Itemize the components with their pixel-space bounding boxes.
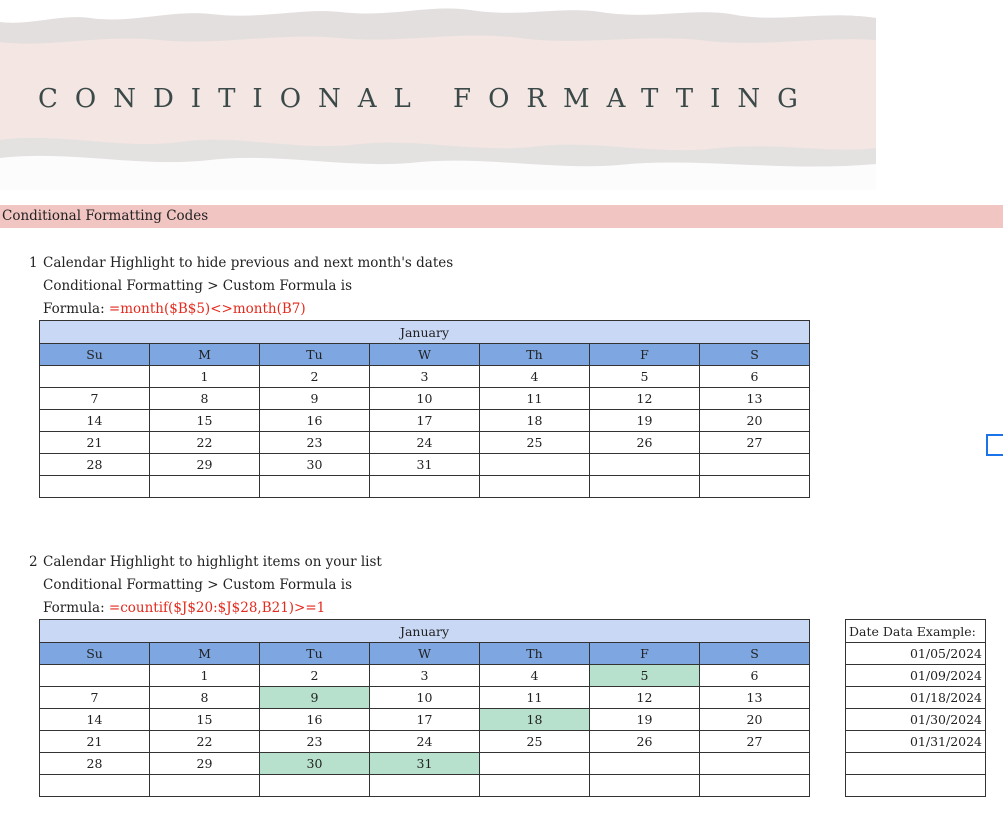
banner-title: CONDITIONAL FORMATTING xyxy=(38,84,815,114)
day-cell[interactable]: 1 xyxy=(150,366,260,388)
day-cell[interactable] xyxy=(700,753,810,775)
day-cell[interactable]: 9 xyxy=(260,687,370,709)
weekday-cell[interactable]: S xyxy=(700,344,810,366)
weekday-header-row xyxy=(40,344,810,366)
day-cell[interactable] xyxy=(480,454,590,476)
day-cell[interactable]: 1 xyxy=(150,665,260,687)
weekday-cell[interactable]: Th xyxy=(480,643,590,665)
day-cell[interactable]: 30 xyxy=(260,753,370,775)
day-cell[interactable]: 26 xyxy=(590,731,700,753)
day-cell[interactable]: 15 xyxy=(150,709,260,731)
day-cell[interactable]: 27 xyxy=(700,432,810,454)
example1-number[interactable]: 1 xyxy=(29,255,38,271)
weekday-cell[interactable]: W xyxy=(370,344,480,366)
date-data-row xyxy=(846,709,986,731)
date-data-header[interactable]: Date Data Example: xyxy=(846,620,986,643)
example2-formula-row[interactable] xyxy=(43,600,325,616)
day-cell[interactable]: 30 xyxy=(260,454,370,476)
day-cell[interactable]: 29 xyxy=(150,753,260,775)
day-cell[interactable]: 5 xyxy=(590,665,700,687)
day-cell[interactable] xyxy=(260,476,370,498)
day-cell[interactable]: 2 xyxy=(260,366,370,388)
day-cell[interactable]: 4 xyxy=(480,665,590,687)
date-cell[interactable]: 01/31/2024 xyxy=(846,731,986,753)
date-data-row xyxy=(846,753,986,775)
day-cell[interactable]: 7 xyxy=(40,687,150,709)
date-cell[interactable] xyxy=(846,775,986,797)
day-cell[interactable]: 28 xyxy=(40,454,150,476)
calendar-week-row xyxy=(40,665,810,687)
day-cell[interactable]: 22 xyxy=(150,731,260,753)
weekday-cell[interactable]: W xyxy=(370,643,480,665)
header-banner xyxy=(0,0,876,190)
day-cell[interactable]: 16 xyxy=(260,410,370,432)
date-data-row xyxy=(846,687,986,709)
day-cell[interactable]: 9 xyxy=(260,388,370,410)
example2-title[interactable]: Calendar Highlight to highlight items on your list xyxy=(43,554,382,570)
calendar-week-row xyxy=(40,476,810,498)
day-cell[interactable]: 3 xyxy=(370,366,480,388)
calendar-table-2[interactable] xyxy=(39,619,810,797)
weekday-cell[interactable]: M xyxy=(150,344,260,366)
date-cell[interactable]: 01/18/2024 xyxy=(846,687,986,709)
day-cell[interactable] xyxy=(150,775,260,797)
day-cell[interactable]: 11 xyxy=(480,687,590,709)
day-cell[interactable]: 2 xyxy=(260,665,370,687)
day-cell[interactable] xyxy=(590,775,700,797)
day-cell[interactable] xyxy=(480,753,590,775)
day-cell[interactable]: 12 xyxy=(590,687,700,709)
day-cell[interactable]: 25 xyxy=(480,432,590,454)
date-data-row xyxy=(846,775,986,797)
date-data-row xyxy=(846,643,986,665)
day-cell[interactable]: 4 xyxy=(480,366,590,388)
day-cell[interactable]: 21 xyxy=(40,432,150,454)
day-cell[interactable] xyxy=(40,476,150,498)
day-cell[interactable] xyxy=(370,775,480,797)
example2-subtitle[interactable]: Conditional Formatting > Custom Formula is xyxy=(43,577,352,593)
day-cell[interactable] xyxy=(40,775,150,797)
calendar-week-row xyxy=(40,388,810,410)
calendar-week-row xyxy=(40,366,810,388)
day-cell[interactable]: 8 xyxy=(150,388,260,410)
day-cell[interactable]: 24 xyxy=(370,432,480,454)
weekday-cell[interactable]: F xyxy=(590,344,700,366)
day-cell[interactable]: 11 xyxy=(480,388,590,410)
day-cell[interactable]: 8 xyxy=(150,687,260,709)
day-cell[interactable]: 6 xyxy=(700,366,810,388)
day-cell[interactable]: 18 xyxy=(480,709,590,731)
day-cell[interactable]: 6 xyxy=(700,665,810,687)
day-cell[interactable] xyxy=(700,476,810,498)
calendar-week-row xyxy=(40,687,810,709)
date-data-rows xyxy=(846,643,986,797)
day-cell[interactable]: 13 xyxy=(700,388,810,410)
day-cell[interactable] xyxy=(590,753,700,775)
weekday-cell[interactable]: Su xyxy=(40,344,150,366)
formula-label: Formula: xyxy=(43,600,105,616)
calendar-week-row xyxy=(40,731,810,753)
day-cell[interactable] xyxy=(480,476,590,498)
day-cell[interactable]: 19 xyxy=(590,709,700,731)
calendar-2-weeks xyxy=(40,665,810,797)
weekday-cell[interactable]: Th xyxy=(480,344,590,366)
day-cell[interactable]: 27 xyxy=(700,731,810,753)
month-cell[interactable]: January xyxy=(40,620,810,643)
weekday-header-row xyxy=(40,643,810,665)
date-data-row xyxy=(846,665,986,687)
day-cell[interactable] xyxy=(700,775,810,797)
day-cell[interactable] xyxy=(40,665,150,687)
calendar-1-weeks xyxy=(40,366,810,498)
weekday-cell[interactable]: F xyxy=(590,643,700,665)
day-cell[interactable]: 19 xyxy=(590,410,700,432)
month-cell[interactable]: January xyxy=(40,321,810,344)
day-cell[interactable]: 17 xyxy=(370,709,480,731)
example2-number[interactable]: 2 xyxy=(29,554,38,570)
day-cell[interactable]: 24 xyxy=(370,731,480,753)
day-cell[interactable]: 23 xyxy=(260,731,370,753)
example1-subtitle[interactable]: Conditional Formatting > Custom Formula is xyxy=(43,278,352,294)
example1-title[interactable]: Calendar Highlight to hide previous and next month's dates xyxy=(43,255,454,271)
date-data-table[interactable] xyxy=(845,619,986,797)
day-cell[interactable]: 14 xyxy=(40,410,150,432)
date-cell[interactable]: 01/30/2024 xyxy=(846,709,986,731)
day-cell[interactable]: 22 xyxy=(150,432,260,454)
day-cell[interactable]: 23 xyxy=(260,432,370,454)
day-cell[interactable] xyxy=(150,476,260,498)
section-title-bar[interactable]: Conditional Formatting Codes xyxy=(0,205,1003,228)
formula-text: =month($B$5)<>month(B7) xyxy=(108,301,306,317)
day-cell[interactable]: 29 xyxy=(150,454,260,476)
day-cell[interactable]: 25 xyxy=(480,731,590,753)
day-cell[interactable]: 20 xyxy=(700,709,810,731)
calendar-week-row xyxy=(40,709,810,731)
day-cell[interactable]: 16 xyxy=(260,709,370,731)
day-cell[interactable]: 7 xyxy=(40,388,150,410)
day-cell[interactable] xyxy=(590,476,700,498)
date-cell[interactable]: 01/09/2024 xyxy=(846,665,986,687)
formula-label: Formula: xyxy=(43,301,105,317)
day-cell[interactable] xyxy=(40,366,150,388)
day-cell[interactable]: 15 xyxy=(150,410,260,432)
weekday-cell[interactable]: Su xyxy=(40,643,150,665)
date-data-row xyxy=(846,731,986,753)
calendar-week-row xyxy=(40,432,810,454)
calendar-week-row xyxy=(40,410,810,432)
day-cell[interactable]: 14 xyxy=(40,709,150,731)
calendar-table-1[interactable] xyxy=(39,320,810,498)
weekday-cell[interactable]: Tu xyxy=(260,344,370,366)
calendar-week-row xyxy=(40,775,810,797)
day-cell[interactable] xyxy=(700,454,810,476)
day-cell[interactable]: 20 xyxy=(700,410,810,432)
weekday-cell[interactable]: S xyxy=(700,643,810,665)
calendar-week-row xyxy=(40,753,810,775)
day-cell[interactable] xyxy=(260,775,370,797)
formula-text: =countif($J$20:$J$28,B21)>=1 xyxy=(108,600,326,616)
day-cell[interactable] xyxy=(480,775,590,797)
day-cell[interactable]: 12 xyxy=(590,388,700,410)
calendar-week-row xyxy=(40,454,810,476)
day-cell[interactable]: 10 xyxy=(370,388,480,410)
weekday-cell[interactable]: M xyxy=(150,643,260,665)
weekday-cell[interactable]: Tu xyxy=(260,643,370,665)
example1-formula-row[interactable] xyxy=(43,301,306,317)
day-cell[interactable]: 13 xyxy=(700,687,810,709)
day-cell[interactable]: 10 xyxy=(370,687,480,709)
day-cell[interactable] xyxy=(590,454,700,476)
day-cell[interactable]: 28 xyxy=(40,753,150,775)
day-cell[interactable]: 18 xyxy=(480,410,590,432)
date-cell[interactable]: 01/05/2024 xyxy=(846,643,986,665)
day-cell[interactable]: 21 xyxy=(40,731,150,753)
day-cell[interactable]: 5 xyxy=(590,366,700,388)
day-cell[interactable]: 26 xyxy=(590,432,700,454)
day-cell[interactable] xyxy=(370,476,480,498)
date-cell[interactable] xyxy=(846,753,986,775)
selected-cell-indicator[interactable] xyxy=(986,434,1003,456)
day-cell[interactable]: 3 xyxy=(370,665,480,687)
day-cell[interactable]: 31 xyxy=(370,753,480,775)
day-cell[interactable]: 17 xyxy=(370,410,480,432)
day-cell[interactable]: 31 xyxy=(370,454,480,476)
